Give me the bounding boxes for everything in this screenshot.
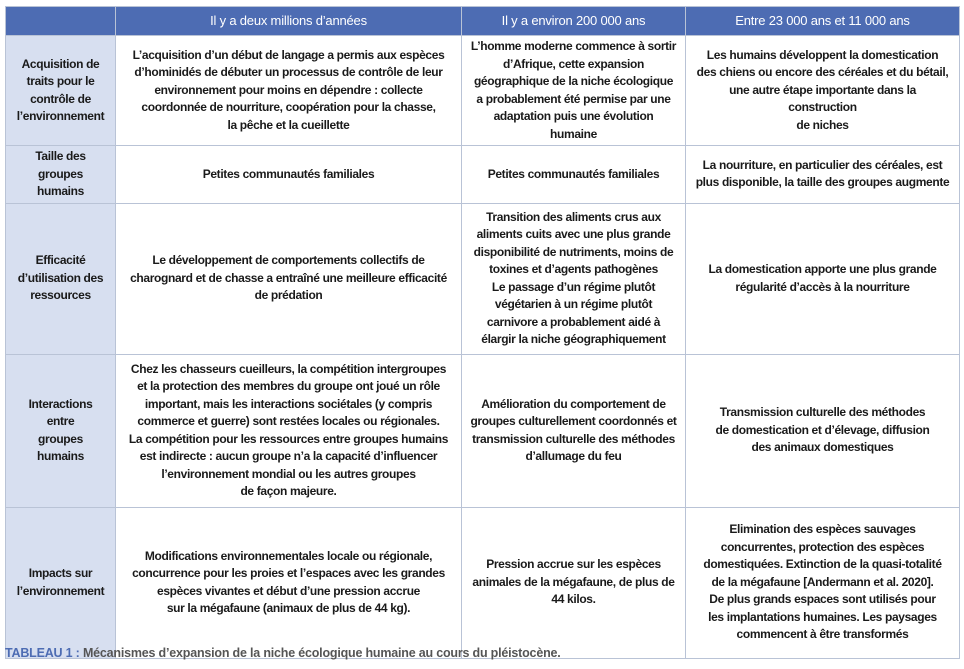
table-cell: Elimination des espèces sauvages concurrentes, protection des espèces domestiquées. Extinction de la quasi-totalité de la mégafaune [Andermann et al. 2020]. De plus grands espaces sont utilisés pour les implantations humaines. Les paysages commencent à être transformés	[686, 507, 960, 658]
table-cell: L’acquisition d’un début de langage a permis aux espèces d’hominidés de débuter un processus de contrôle de leur environnement pour moins en dépendre : collecte coordonnée de nourriture, coopération pour la chasse, la pêche et la cueillette	[116, 36, 462, 146]
table-cell: Les humains développent la domestication des chiens ou encore des céréales et du bétail, une autre étape importante dans la construction de niches	[686, 36, 960, 146]
row-header: Acquisition de traits pour le contrôle de l’environnement	[6, 36, 116, 146]
caption-text: Mécanismes d’expansion de la niche écologique humaine au cours du pléistocène.	[82, 646, 561, 660]
table-caption	[5, 646, 561, 660]
corner-cell	[6, 7, 116, 36]
table-cell: Modifications environnementales locale ou régionale, concurrence pour les proies et l’espaces avec les grandes espèces vivantes et début d’une pression accrue sur la mégafaune (animaux de plus de 44 kg).	[116, 507, 462, 658]
row-header: Impacts sur l’environnement	[6, 507, 116, 658]
table-cell: Pression accrue sur les espèces animales de la mégafaune, de plus de 44 kilos.	[462, 507, 686, 658]
table-row	[6, 36, 960, 146]
table-cell: La nourriture, en particulier des céréales, est plus disponible, la taille des groupes augmente	[686, 146, 960, 204]
table-cell: La domestication apporte une plus grande régularité d’accès à la nourriture	[686, 203, 960, 354]
column-header: Il y a deux millions d’années	[116, 7, 462, 36]
table-cell: Petites communautés familiales	[462, 146, 686, 204]
table-cell: L’homme moderne commence à sortir d’Afrique, cette expansion géographique de la niche écologique a probablement été permise par une adaptation puis une évolution humaine	[462, 36, 686, 146]
row-header: Taille des groupes humains	[6, 146, 116, 204]
row-header: Interactions entre groupes humains	[6, 354, 116, 507]
table-wrapper	[5, 6, 959, 659]
table-cell: Transition des aliments crus aux aliments cuits avec une plus grande disponibilité de nutriments, moins de toxines et d’agents pathogènes Le passage d’un régime plutôt végétarien à un régime plutôt carnivore a probablement aidé à élargir la niche géographiquement	[462, 203, 686, 354]
table-row	[6, 203, 960, 354]
caption-label: TABLEAU 1 :	[5, 646, 80, 660]
niche-expansion-table	[5, 6, 960, 659]
header-row	[6, 7, 960, 36]
column-header: Entre 23 000 ans et 11 000 ans	[686, 7, 960, 36]
table-cell: Petites communautés familiales	[116, 146, 462, 204]
table-row	[6, 146, 960, 204]
table-row	[6, 507, 960, 658]
table-row	[6, 354, 960, 507]
column-header: Il y a environ 200 000 ans	[462, 7, 686, 36]
table-cell: Le développement de comportements collectifs de charognard et de chasse a entraîné une meilleure efficacité de prédation	[116, 203, 462, 354]
table-cell: Chez les chasseurs cueilleurs, la compétition intergroupes et la protection des membres du groupe ont joué un rôle important, mais les interactions sociétales (y compris commerce et guerre) sont restées locales ou régionales. La compétition pour les ressources entre groupes humains est indirecte : aucun groupe n’a la capacité d’influencer l’environnement mondial ou les autres groupes de façon majeure.	[116, 354, 462, 507]
table-cell: Amélioration du comportement de groupes culturellement coordonnés et transmission culturelle des méthodes d’allumage du feu	[462, 354, 686, 507]
table-cell: Transmission culturelle des méthodes de domestication et d’élevage, diffusion des animaux domestiques	[686, 354, 960, 507]
row-header: Efficacité d’utilisation des ressources	[6, 203, 116, 354]
